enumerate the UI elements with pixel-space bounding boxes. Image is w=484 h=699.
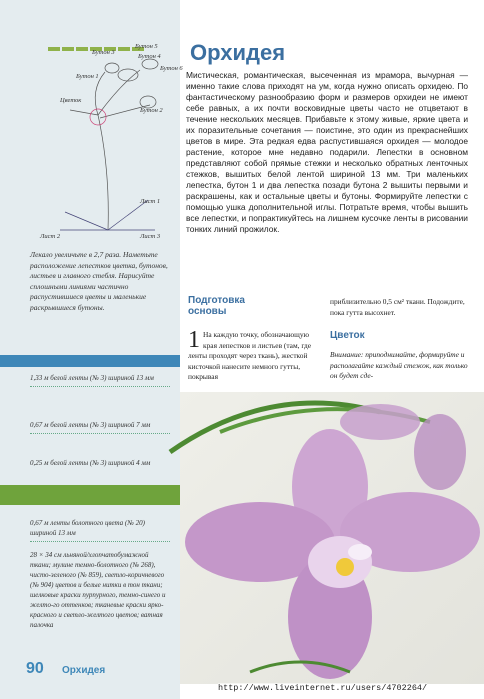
- section-body: 1 На каждую точку, обозначающую края лепестков и листьев (там, где ленты проходят через ткань), жесткой кисточкой нанесите немного гутты, покрывая: [188, 327, 312, 381]
- diagram-caption: Лекало увеличьте в 2,7 раза. Наметьте расположение лепестков цветка, бутонов, листьев и главного стебля. Нарисуйте сплошными линиями частично распустившиеся цветы и маленькие раскрывшиеся бутоны.: [30, 250, 168, 312]
- drop-cap: 1: [188, 327, 200, 353]
- section-heading: Цветок: [330, 330, 365, 341]
- sidebar-separator: [0, 355, 180, 367]
- diagram-label: Бутон 1: [76, 73, 99, 80]
- material-item: 28 × 34 см льняной/хлопчатобумажной ткани; мулине темно-болотного (№ 268), чисто-зеленого (№ 859), светло-коричневого (№ 904) цветов и белые нитки в тон ткани; шелковые краски пурпурного, темно-синего и желто-го оттенков; тканевые краски ярко-красного и светло-желтого цветов; ватная палочка: [30, 551, 166, 629]
- material-item: 0,67 м белой ленты (№ 3) шириной 7 мм: [30, 420, 170, 434]
- diagram-label: Бутон 2: [140, 107, 163, 114]
- diagram-label: Лист 2: [40, 233, 61, 240]
- orchid-photo: [180, 392, 484, 684]
- page-title: Орхидея: [190, 40, 286, 65]
- section-heading: Подготовка основы: [188, 295, 245, 317]
- diagram-label: Бутон 6: [160, 65, 183, 72]
- watermark-url[interactable]: http://www.liveinternet.ru/users/4702264/: [218, 683, 428, 693]
- diagram-label: Лист 1: [140, 198, 161, 205]
- material-item: 1,33 м белой ленты (№ 3) шириной 13 мм: [30, 373, 170, 387]
- sidebar-separator: [0, 485, 180, 505]
- diagram-label: Цветок: [60, 97, 82, 104]
- section-body: Внимание: приподнимайте, формируйте и располагайте каждый стежок, как только он будет сде-: [330, 350, 468, 380]
- diagram-label: Бутон 4: [138, 53, 161, 60]
- intro-paragraph: Мистическая, романтическая, высеченная из мрамора, вычурная — именно такие слова приходят на ум, когда нужно описать орхидею. По фантастическому разнообразию форм и размеров орхидеи не имеют себе равных, а их почти восковидные цветы часто не отцветают в течение нескольких месяцев. Прибавьте к этому живые, яркие цвета и их поразительные сочетания — поистине, это один из прекраснейших цветов в мире. Эта редкая едва распустившаяся орхидея — молодое растение, которое мне недавно подарили. Лепестки в основном представляют собой прямые стежки и несколько обратных ленточных стежков, вышитых белой лентой шириной 13 мм. Три маленьких лепестка, бутон 1 и два лепестка позади бутона 2 вышиты первыми и раскрашены, как и остальные цветы и бутоны. Формируйте лепестки с помощью ушка дополнительной иглы. Потратьте время, чтобы вышить все лепестки, и попрактикуйтесь на лишнем кусочке ленты в рисовании тонких линий прожилок.: [186, 70, 468, 234]
- section-body-continued: приблизительно 0,5 см² ткани. Подождите, пока гутта высохнет.: [330, 297, 465, 317]
- diagram-label: Лист 3: [140, 233, 161, 240]
- material-item: 0,67 м ленты болотного цвета (№ 20) шириной 13 мм: [30, 518, 170, 542]
- diagram-label: Бутон 3: [92, 49, 115, 56]
- pattern-diagram: [30, 40, 183, 250]
- diagram-label: Бутон 5: [135, 43, 158, 50]
- page-number: 90: [26, 660, 44, 677]
- material-item: 0,25 м белой ленты (№ 3) шириной 4 мм: [30, 459, 151, 467]
- footer-title: Орхидея: [62, 665, 106, 676]
